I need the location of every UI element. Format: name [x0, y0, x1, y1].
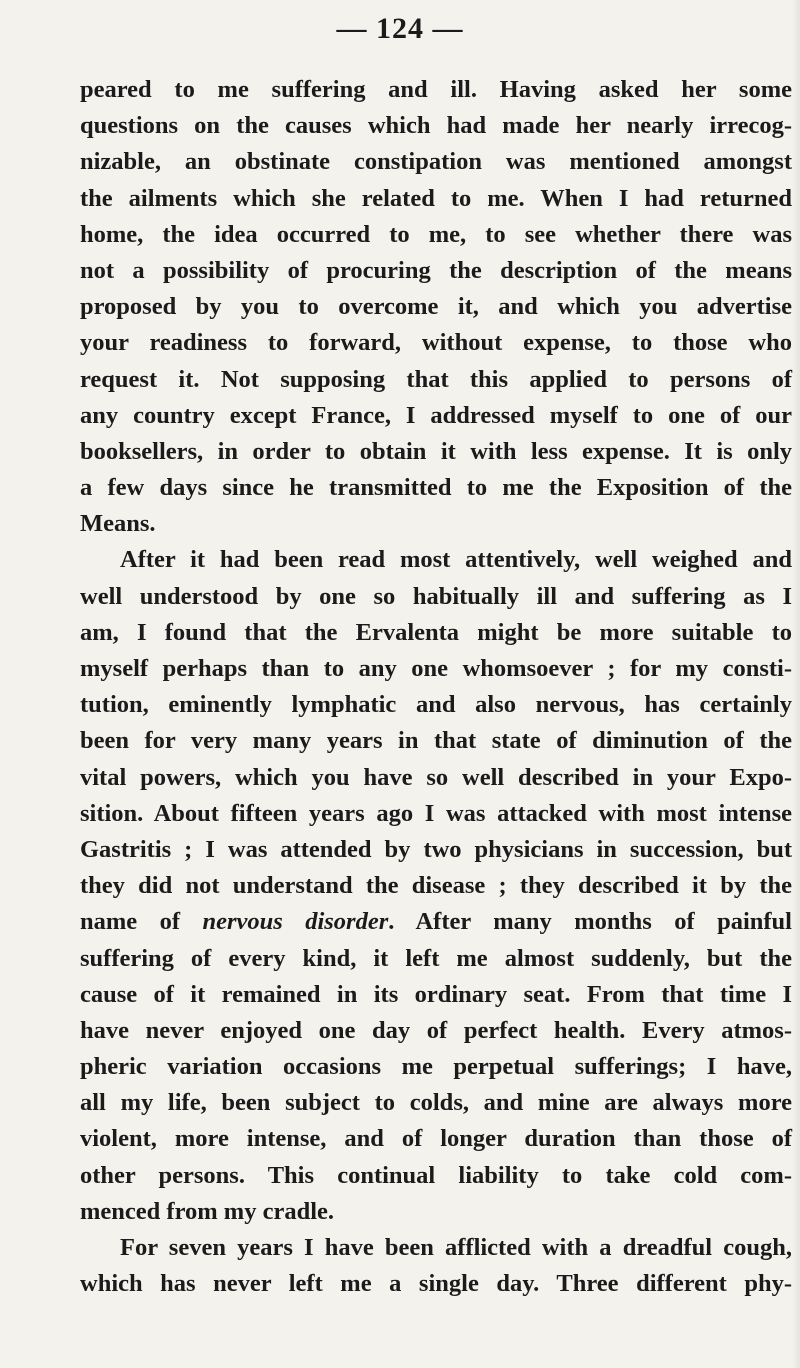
text-line: all my life, been subject to colds, and mine are always more: [80, 1089, 792, 1117]
text-line: vital powers, which you have so well described in your Expo-: [80, 763, 792, 791]
text-line: other persons. This continual liability to take cold com-: [80, 1161, 792, 1189]
text-line: menced from my cradle.: [80, 1197, 334, 1225]
page-number: — 124 —: [336, 12, 464, 45]
text-line: home, the idea occurred to me, to see whether there was: [80, 220, 792, 248]
text-line: sition. About fifteen years ago I was attacked with most intense: [80, 799, 792, 827]
text-line: not a possibility of procuring the description of the means: [80, 256, 792, 284]
text-line: they did not understand the disease ; they described it by the: [80, 872, 792, 900]
text-line: am, I found that the Ervalenta might be more suitable to: [80, 618, 792, 646]
text-line: Means.: [80, 510, 156, 538]
italic-phrase: nervous disorder: [202, 908, 389, 936]
text-line: tution, eminently lymphatic and also nervous, has certainly: [80, 691, 792, 719]
text-line: violent, more intense, and of longer duration than those of: [80, 1125, 792, 1153]
text-line: been for very many years in that state of diminution of the: [80, 727, 792, 755]
text-line: For seven years I have been afflicted with a dreadful cough,: [120, 1234, 792, 1261]
text-segment: name of: [80, 908, 203, 936]
text-line: Gastritis ; I was attended by two physicians in succession, but: [80, 835, 792, 863]
text-line: the ailments which she related to me. When I had returned: [80, 184, 792, 212]
text-line: request it. Not supposing that this applied to persons of: [80, 365, 792, 393]
text-line: proposed by you to overcome it, and which you advertise: [80, 293, 792, 321]
text-line: which has never left me a single day. Three different phy-: [80, 1270, 792, 1298]
text-line: your readiness to forward, without expense, to those who: [80, 329, 792, 357]
text-line: booksellers, in order to obtain it with less expense. It is only: [80, 437, 792, 465]
text-line: nizable, an obstinate constipation was mentioned amongst: [80, 148, 792, 176]
text-line: cause of it remained in its ordinary seat. From that time I: [80, 980, 792, 1008]
text-segment: . After many months of painful: [388, 908, 792, 936]
text-line-with-italic: [80, 904, 792, 940]
text-line: a few days since he transmitted to me the Exposition of the: [80, 474, 792, 502]
text-line: pheric variation occasions me perpetual sufferings; I have,: [80, 1053, 792, 1081]
text-line: any country except France, I addressed myself to one of our: [80, 401, 792, 429]
text-line: have never enjoyed one day of perfect health. Every atmos-: [80, 1016, 792, 1044]
text-line: well understood by one so habitually ill and suffering as I: [80, 582, 792, 610]
text-line: suffering of every kind, it left me almost suddenly, but the: [80, 944, 792, 972]
text-line: myself perhaps than to any one whomsoever ; for my consti-: [80, 655, 792, 682]
text-line: After it had been read most attentively, well weighed and: [120, 546, 792, 574]
text-line: peared to me suffering and ill. Having asked her some: [80, 76, 792, 103]
text-line: questions on the causes which had made her nearly irrecog-: [80, 112, 792, 140]
body-text: [80, 72, 792, 1302]
page-edge-shadow: [792, 0, 800, 1368]
